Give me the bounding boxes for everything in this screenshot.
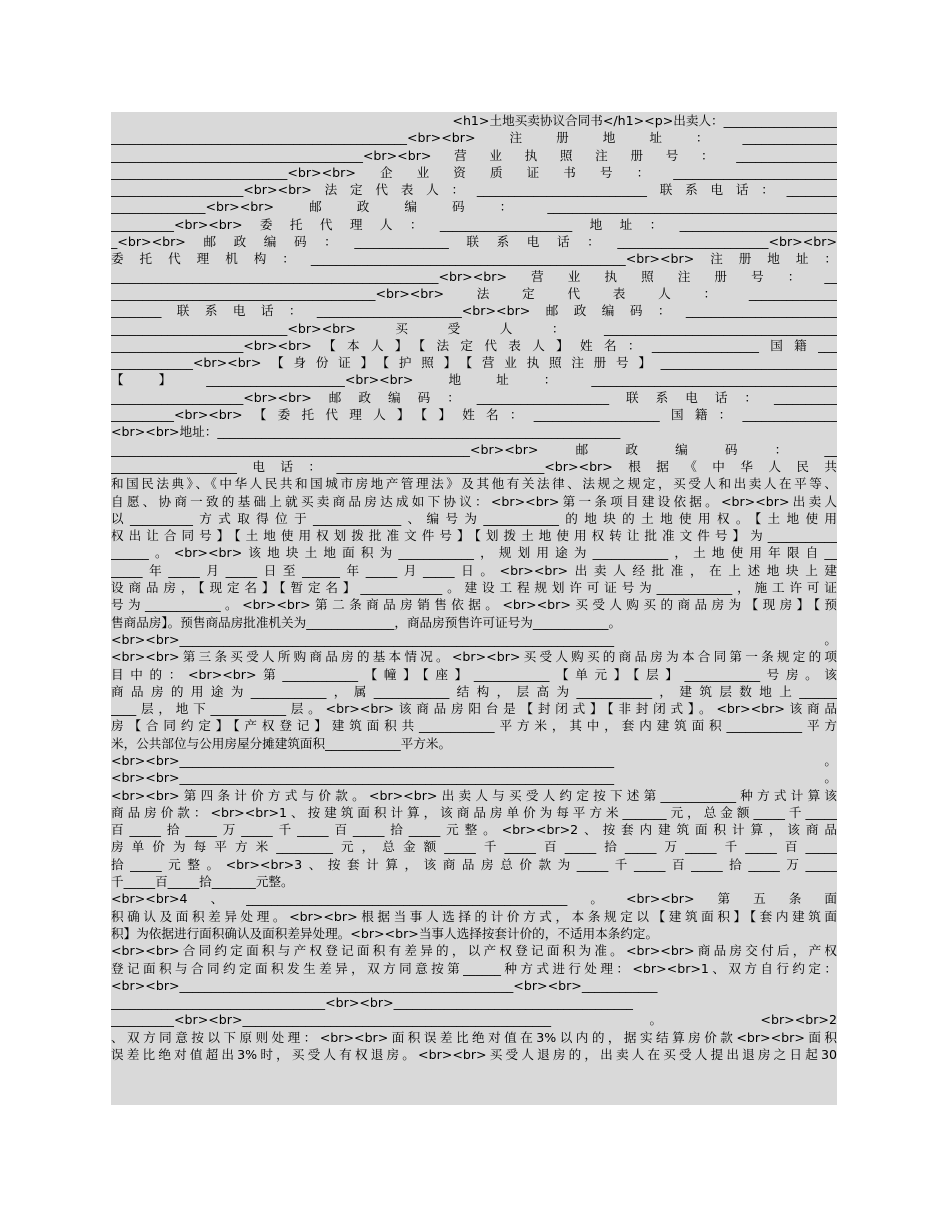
document-line: 积】为依据进行面积确认及面积差异处理。<br><br>当事人选择按套计价的，不适用本条约定。 bbox=[111, 925, 659, 941]
document-line: _____________________<br><br>邮政编码：_____________________联系电话：__________ bbox=[111, 389, 837, 405]
document-line: 委托代理机构：__________________________________________________<br><br>注册地址： bbox=[111, 251, 837, 267]
document-page bbox=[111, 112, 837, 1105]
document-line: ____________________________<br><br>企业资质证书号：__________________________ bbox=[111, 164, 837, 180]
document-line: _________________________________________________________<br><br>邮政编码：__ bbox=[111, 441, 837, 457]
document-line: 积确认及面积差异处理。<br><br>根据当事人选择的计价方式，本条规定以【建筑面积】【套内建筑面 bbox=[111, 908, 837, 924]
document-line: 房单价为每平方米_________元，总金额_____千_____百_____拾_____万_____千_____百_____ bbox=[111, 839, 837, 855]
document-line: <br><br>合同约定面积与产权登记面积有差异的，以产权登记面积为准。<br><br>商品房交付后，产权 bbox=[111, 943, 837, 959]
document-line: ____________________________<br><br>买受人：_____________________________________ bbox=[111, 320, 837, 336]
document-line: __________<br><br>_________________________________________________。<br><br>2 bbox=[111, 1012, 837, 1028]
document-line: <br><br>第四条计价方式与价款。<br><br>出卖人与买受人约定按下述第____________种方式计算该 bbox=[111, 787, 837, 803]
document-line: __________<br><br>【委托代理人】【】姓名：____________________国籍：_______________ bbox=[111, 407, 837, 423]
document-line: 、双方同意按以下原则处理：<br><br>面积误差比绝对值在3%以内的，据实结算房价款<br><br>面积 bbox=[111, 1029, 837, 1045]
document-line: ______。<br><br>该地块土地面积为____________，规划用途为____________，土地使用年限自__ bbox=[111, 545, 837, 561]
document-line: __________<br><br>委托代理人：_____________________地址：_________________________ bbox=[111, 216, 837, 232]
document-line: 误差比绝对值超出3%时，买受人有权退房。<br><br>买受人退房的，出卖人在买受人提出退房之日起30 bbox=[111, 1047, 837, 1063]
document-line: 登记面积与合同约定面积发生差异，双方同意按第______种方式进行处理：<br><br>1、双方自行约定： bbox=[111, 960, 837, 976]
document-line: ____________________________________________________<br><br>营业执照注册号：__ bbox=[111, 268, 837, 284]
document-line: 商品房的用途为____________，属____________结构，层高为____________，建筑层数地上______ bbox=[111, 683, 837, 699]
document-line: ____________________电话：_________________________________<br><br>根据《中华人民共 bbox=[111, 458, 837, 474]
document-line: 号为____________。<br><br>第二条商品房销售依据。<br><br>买受人购买的商品房为【现房】【预 bbox=[111, 597, 837, 613]
document-line: <br><br>_____________________________________________________________________。 bbox=[111, 752, 837, 768]
document-line: 千_____百_____拾_______元整。 bbox=[111, 874, 294, 890]
document-line: 权出让合同号】【土地使用权划拨批准文件号】【划拨土地使用权转让批准文件号】为___________ bbox=[111, 528, 837, 544]
document-line: _<br><br>邮政编码：_______________联系电话：________________________<br><br> bbox=[111, 234, 837, 250]
document-line: 自愿、协商一致的基础上就买卖商品房达成如下协议：<br><br>第一条项目建设依据。<br><br>出卖人 bbox=[111, 493, 837, 509]
document-line: _______________<br><br>邮政编码：______________________________________________ bbox=[111, 199, 837, 215]
document-line: 拾_____元整。<br><br>3、按套计算，该商品房总价款为_____千_____百_____拾_____万_____ bbox=[111, 856, 837, 872]
document-line: ____层，地下____________层。<br><br>该商品房阳台是【封闭式】【非封闭式】。<br><br>该商品 bbox=[111, 701, 837, 717]
document-line: ________联系电话：_______________________<br><br>邮政编码：________________________ bbox=[111, 303, 837, 319]
document-line: <br><br>第三条买受人所购商品房的基本情况。<br><br>买受人购买的商品房为本合同第一条规定的项 bbox=[111, 649, 837, 665]
document-line: <br><br>_____________________________________________________________________。 bbox=[111, 770, 837, 786]
document-line: _____年_____月_____日至______年_____月_____日。<br><br>出卖人经批准，在上述地块上建 bbox=[111, 562, 837, 578]
document-line: <h1>土地买卖协议合同书</h1><p>出卖人：__________________ bbox=[452, 113, 837, 128]
document-line: 以__________方式取得位于______________、编号为____________的地块的土地使用权。【土地使用 bbox=[111, 510, 837, 526]
document-line: <br><br>4、___________________________________________________。<br><br>第五条面 bbox=[111, 891, 837, 907]
document-line: _______________________________________________<br><br>注册地址：_______________ bbox=[111, 130, 837, 146]
document-line: ________________________________________<br><br>营业执照注册号：________________ bbox=[111, 147, 837, 163]
document-line: __________________________________<br><br>______________________________________ bbox=[111, 995, 633, 1011]
document-line: 【】______________________<br><br>地址：_______________________________________ bbox=[111, 372, 837, 388]
document-line: 商品房价款：<br><br>1、按建筑面积计算，该商品房单价为每平方米_______元，总金额_____千_____ bbox=[111, 804, 837, 820]
document-line: __________________________________________<br><br>法定代表人：______________ bbox=[111, 285, 837, 301]
document-line: 百_____拾_____万_____千_____百_____拾_____元整。<br><br>2、按套内建筑面积计算，该商品 bbox=[111, 822, 837, 838]
document-line: _____________________<br><br>法定代表人：___________________________联系电话：________ bbox=[111, 182, 837, 198]
document-line: <br><br>地址：________________________________________________________________ bbox=[111, 424, 621, 440]
document-line: 目中的：<br><br>第____________【幢】【座】____________【单元】【层】____________号房。该 bbox=[111, 666, 837, 682]
document-line: 和国民法典》、《中华人民共和国城市房地产管理法》及其他有关法律、法规之规定，买受人和出卖人在平等、 bbox=[111, 476, 837, 492]
document-line: <br><br>_____________________________________________________________________。 bbox=[111, 631, 837, 647]
document-line: 房【合同约定】【产权登记】建筑面积共____________平方米，其中，套内建筑面积____________平方 bbox=[111, 718, 837, 734]
document-line: _____________________<br><br>【本人】【法定代表人】姓名：_________________国籍___ bbox=[111, 337, 837, 353]
document-line: _____________<br><br>【身份证】【护照】【营业执照注册号】____________________________ bbox=[111, 355, 837, 371]
document-line: 售商品房】。预售商品房批准机关为______________，商品房预售许可证号为____________。 bbox=[111, 614, 622, 630]
document-line: 米，公共部位与公用房屋分摊建筑面积____________平方米。 bbox=[111, 735, 452, 751]
document-line: <br><br>_____________________________________________________<br><br>____________ bbox=[111, 977, 658, 993]
document-line: 设商品房，【现定名】【暂定名】_____________。建设工程规划许可证号为____________，施工许可证 bbox=[111, 580, 837, 596]
